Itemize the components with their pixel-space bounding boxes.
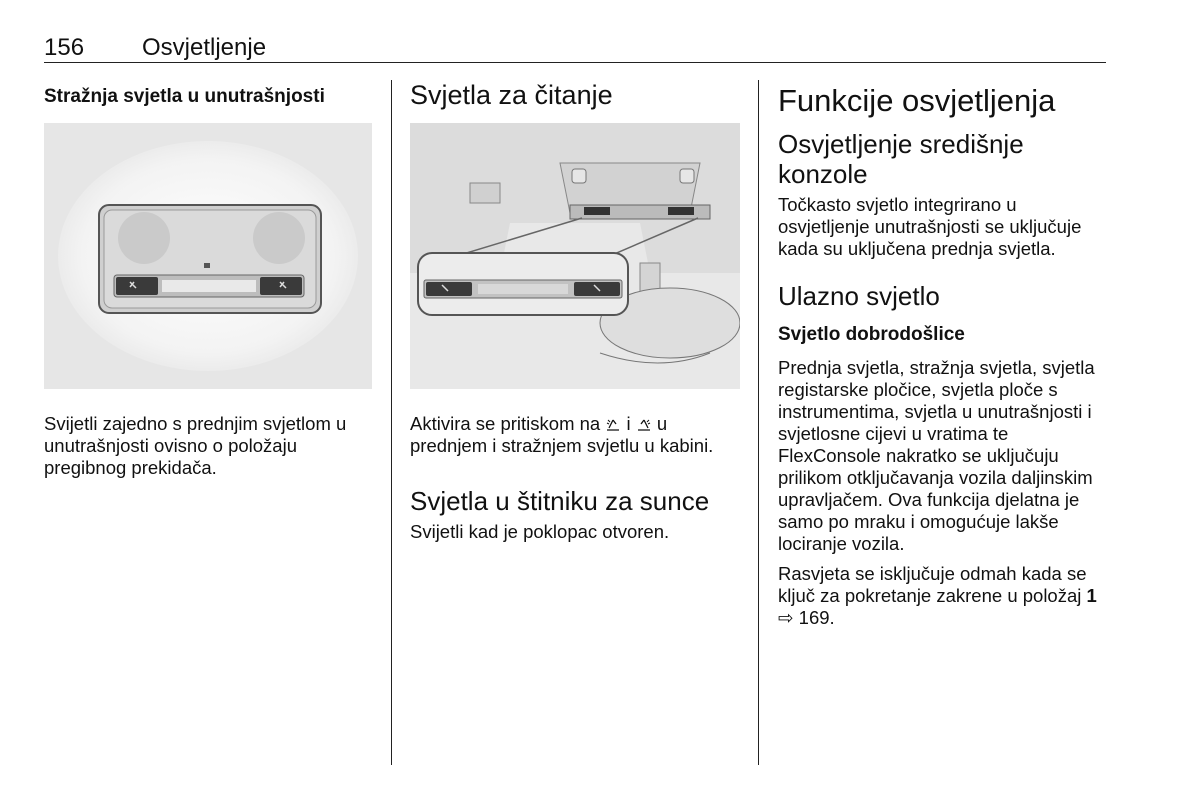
page-reference-arrow-icon: ⇨ xyxy=(778,606,794,628)
reading-lights-description: Aktivira se pritiskom na i u prednjem i stražnjem svjetlu u kabini. xyxy=(410,413,714,457)
heading-sun-visor-lights: Svjetla u štitniku za sunce xyxy=(410,486,710,517)
heading-entry-lighting: Ulazno svjetlo xyxy=(778,280,940,311)
reading-light-rear-icon xyxy=(636,413,657,434)
heading-lighting-functions: Funkcije osvjetljenja xyxy=(778,83,1056,118)
column-divider xyxy=(391,80,392,765)
page-header xyxy=(44,34,1106,63)
reading-light-illustration xyxy=(410,123,740,389)
heading-center-console-lighting: Osvjetljenje središnje konzole xyxy=(778,129,1024,189)
welcome-lighting-description: Prednja svjetla, stražnja svjetla, svjetla registarske pločice, svjetla ploče s instrumentima, svjetla u unutrašnjosti i svjetlosne cijevi u vratima te FlexConsole nakratko se uključuju prilikom otključavanja vozila daljinskim upravljačem. Ova funkcija djelatna je samo po mraku i omogućuje lakše lociranje vozila. xyxy=(778,356,1095,554)
rear-interior-light-illustration xyxy=(44,123,372,389)
lighting-off-description: Rasvjeta se isključuje odmah kada se ključ za pokretanje zakrene u položaj 1 ⇨ 169. xyxy=(778,562,1097,628)
center-console-description: Točkasto svjetlo integrirano u osvjetljenje unutrašnjosti se uključuje kada su uključena prednja svjetla. xyxy=(778,193,1082,259)
heading-reading-lights: Svjetla za čitanje xyxy=(410,80,613,110)
heading-welcome-lighting: Svjetlo dobrodošlice xyxy=(778,323,965,345)
reading-light-front-icon xyxy=(605,413,626,434)
heading-rear-interior-lights: Stražnja svjetla u unutrašnjosti xyxy=(44,86,325,107)
column-lighting-functions xyxy=(778,80,1108,637)
column-divider xyxy=(758,80,759,765)
column-rear-interior-lights xyxy=(44,80,374,487)
rear-lights-description: Svijetli zajedno s prednjim svjetlom u unutrašnjosti ovisno o položaju pregibnog prekidača. xyxy=(44,412,347,478)
section-title: Osvjetljenje xyxy=(142,34,267,61)
page-number: 156 xyxy=(44,34,85,61)
sun-visor-description: Svijetli kad je poklopac otvoren. xyxy=(410,520,670,542)
column-reading-lights xyxy=(410,80,742,551)
